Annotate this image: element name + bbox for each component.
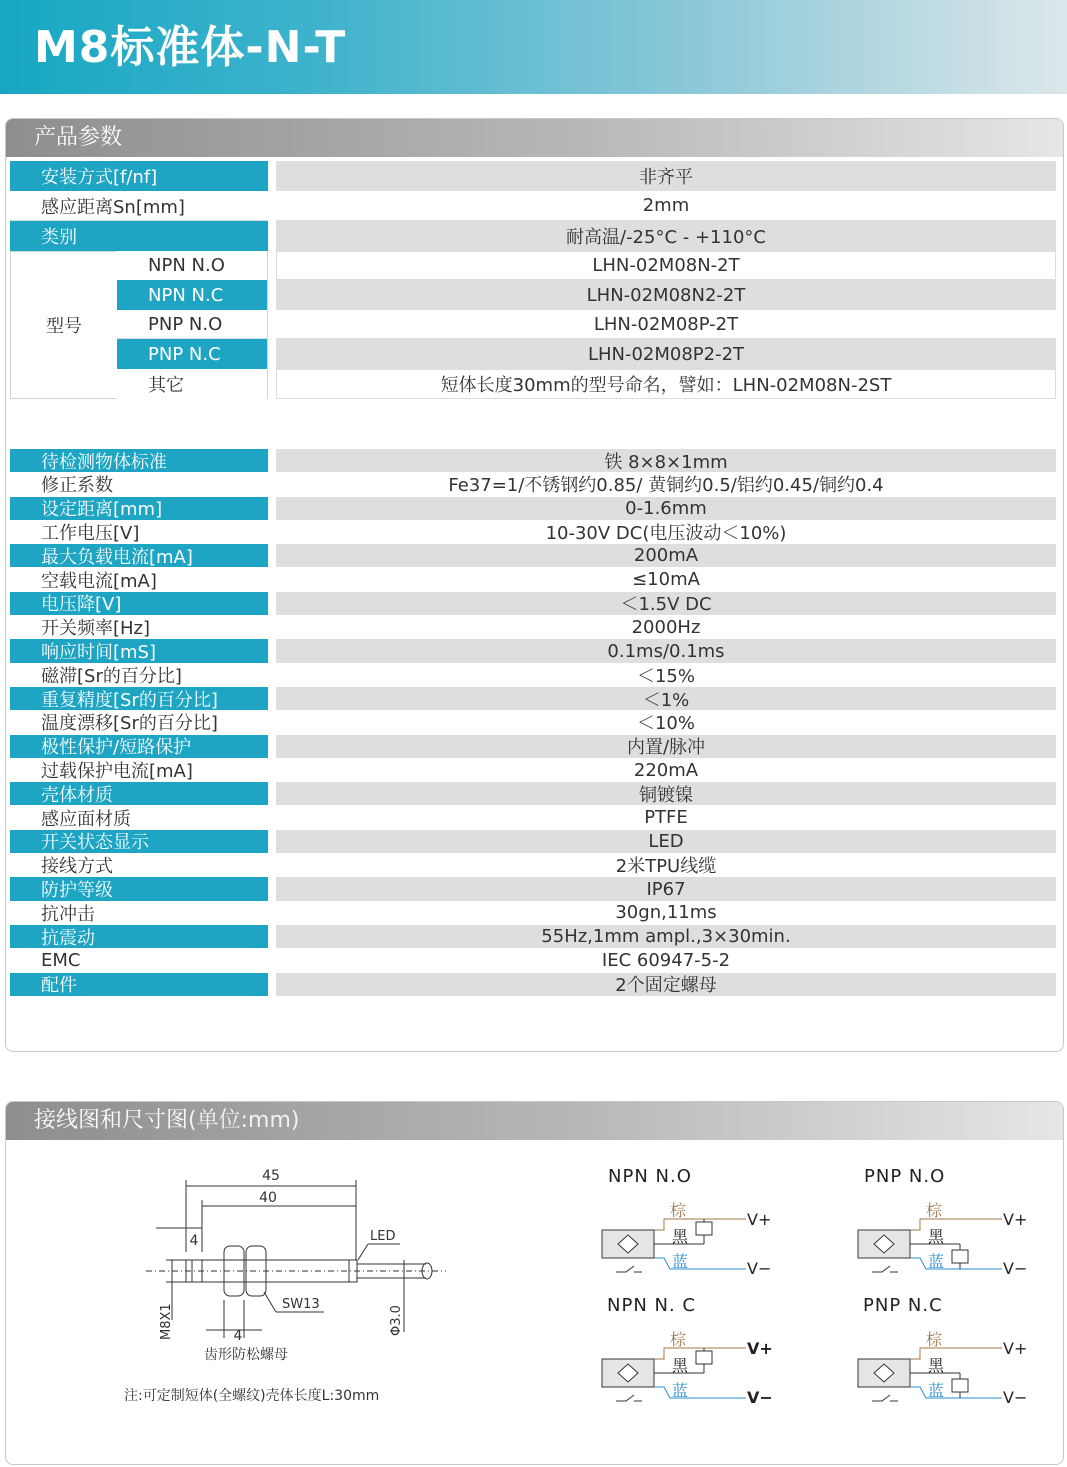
- spec-value: 2米TPU线缆: [276, 854, 1056, 877]
- black-label: 黑: [672, 1356, 689, 1375]
- dim-4-bottom-label: 4: [233, 1328, 243, 1344]
- vminus-label: V−: [1003, 1259, 1028, 1278]
- spec-value: 2000Hz: [276, 616, 1056, 639]
- spec-label: 过载保护电流[mA]: [10, 758, 268, 781]
- spec-row: [10, 973, 1056, 996]
- spec-label: EMC: [10, 949, 268, 972]
- spec-row: [10, 497, 1056, 520]
- spec-value: PTFE: [276, 806, 1056, 829]
- spec-value: 铁 8×8×1mm: [276, 449, 1056, 472]
- wiring-heading-title: 接线图和尺寸图: [34, 1108, 189, 1133]
- wiring-header: [6, 1102, 1063, 1140]
- black-label: 黑: [928, 1356, 945, 1375]
- row-label: 感应距离Sn[mm]: [10, 191, 268, 221]
- brown-label: 棕: [670, 1201, 687, 1220]
- spec-label: 空载电流[mA]: [10, 568, 268, 591]
- spec-label: 壳体材质: [10, 782, 268, 805]
- model-row: [10, 339, 1056, 369]
- vminus-label: V−: [747, 1259, 772, 1278]
- row-label: 类别: [10, 221, 268, 251]
- spec-label: 开关频率[Hz]: [10, 616, 268, 639]
- spec-value: IP67: [276, 877, 1056, 900]
- spec-label: 温度漂移[Sr的百分比]: [10, 711, 268, 734]
- spec-label: 磁滞[Sr的百分比]: [10, 663, 268, 686]
- params-panel: [5, 118, 1064, 1052]
- row-value: 2mm: [276, 191, 1056, 221]
- vplus-label: V+: [747, 1339, 773, 1358]
- model-type: 其它: [117, 369, 267, 399]
- spec-row: [10, 616, 1056, 639]
- brown-label: 棕: [926, 1330, 943, 1349]
- brown-label: 棕: [670, 1330, 687, 1349]
- black-label: 黑: [928, 1227, 945, 1246]
- model-value: LHN-02M08N-2T: [276, 251, 1056, 280]
- spec-label: 设定距离[mm]: [10, 497, 268, 520]
- spec-row: [10, 568, 1056, 591]
- model-type: PNP N.O: [117, 310, 267, 339]
- switch-symbol: [872, 1395, 898, 1401]
- npn-no-title: NPN N.O: [608, 1166, 692, 1187]
- row-value: 耐高温/-25°C - +110°C: [276, 221, 1056, 251]
- vplus-label: V+: [1003, 1339, 1028, 1358]
- black-label: 黑: [672, 1227, 689, 1246]
- spec-row: [10, 473, 1056, 496]
- spec-label: 最大负载电流[mA]: [10, 544, 268, 567]
- brown-wire: [910, 1219, 1002, 1230]
- load-resistor: [696, 1351, 712, 1364]
- page-title: M8标准体-N-T: [34, 22, 347, 73]
- params-header: [6, 119, 1063, 157]
- spec-label: 响应时间[mS]: [10, 639, 268, 662]
- brown-label: 棕: [926, 1201, 943, 1220]
- spec-row: [10, 520, 1056, 543]
- blue-label: 蓝: [672, 1252, 689, 1271]
- params-heading: 产品参数: [34, 125, 123, 150]
- custom-note: 注:可定制短体(全螺纹)壳体长度L:30mm: [124, 1388, 380, 1404]
- spec-row: [10, 949, 1056, 972]
- thread-label: M8X1: [159, 1303, 174, 1340]
- spec-value: 0-1.6mm: [276, 497, 1056, 520]
- spec-row: [10, 806, 1056, 829]
- blue-wire: [654, 1258, 746, 1269]
- spec-value: 55Hz,1mm ampl.,3×30min.: [276, 925, 1056, 948]
- spec-row: [10, 639, 1056, 662]
- spec-value: IEC 60947-5-2: [276, 949, 1056, 972]
- spec-row: [10, 663, 1056, 686]
- model-row: [10, 310, 1056, 339]
- model-row: [10, 280, 1056, 310]
- spec-label: 重复精度[Sr的百分比]: [10, 687, 268, 710]
- spec-value: ＜1%: [276, 687, 1056, 710]
- load-resistor: [952, 1250, 968, 1263]
- sw-label: SW13: [282, 1297, 320, 1312]
- switch-symbol: [616, 1395, 642, 1401]
- led-label: LED: [370, 1229, 396, 1244]
- spec-value: 铜镀镍: [276, 782, 1056, 805]
- spec-value: ＜10%: [276, 711, 1056, 734]
- spec-row: [10, 711, 1056, 734]
- spec-value: 200mA: [276, 544, 1056, 567]
- wiring-heading: [34, 1105, 299, 1137]
- spec-value: 内置/脉冲: [276, 735, 1056, 758]
- spec-value: 220mA: [276, 758, 1056, 781]
- model-value: 短体长度30mm的型号命名，譬如：LHN-02M08N-2ST: [276, 369, 1056, 399]
- model-type: NPN N.C: [117, 280, 267, 310]
- table-row: [10, 191, 1056, 221]
- spec-label: 极性保护/短路保护: [10, 735, 268, 758]
- spec-label: 修正系数: [10, 473, 268, 496]
- switch-symbol: [616, 1266, 642, 1272]
- spec-label: 抗震动: [10, 925, 268, 948]
- spec-label: 感应面材质: [10, 806, 268, 829]
- model-label: 型号: [46, 316, 82, 337]
- vminus-label: V−: [1003, 1388, 1028, 1407]
- spec-value: ≤10mA: [276, 568, 1056, 591]
- spec-value: LED: [276, 830, 1056, 853]
- spec-table: [6, 449, 1064, 997]
- blue-label: 蓝: [928, 1381, 945, 1400]
- switch-symbol: [872, 1266, 898, 1272]
- spec-value: 30gn,11ms: [276, 901, 1056, 924]
- brown-wire: [910, 1348, 1002, 1359]
- vplus-label: V+: [747, 1210, 772, 1229]
- dim-45-label: 45: [262, 1168, 280, 1184]
- spec-row: [10, 925, 1056, 948]
- pnp-no-title: PNP N.O: [864, 1166, 946, 1187]
- spec-label: 接线方式: [10, 854, 268, 877]
- load-resistor: [952, 1379, 968, 1392]
- vminus-label: V−: [747, 1388, 773, 1407]
- spec-label: 电压降[V]: [10, 592, 268, 615]
- spec-row: [10, 854, 1056, 877]
- spec-row: [10, 592, 1056, 615]
- load-resistor: [696, 1222, 712, 1235]
- spec-value: 0.1ms/0.1ms: [276, 639, 1056, 662]
- spec-label: 开关状态显示: [10, 830, 268, 853]
- spec-label: 抗冲击: [10, 901, 268, 924]
- wiring-panel: [5, 1101, 1064, 1465]
- blue-label: 蓝: [672, 1381, 689, 1400]
- spec-row: [10, 449, 1056, 472]
- spec-row: [10, 544, 1056, 567]
- spec-row: [10, 830, 1056, 853]
- row-value: 非齐平: [276, 161, 1056, 191]
- spec-row: [10, 735, 1056, 758]
- model-value: LHN-02M08P2-2T: [276, 339, 1056, 369]
- model-value: LHN-02M08P-2T: [276, 310, 1056, 339]
- spec-value: ＜1.5V DC: [276, 592, 1056, 615]
- spec-value: 2个固定螺母: [276, 973, 1056, 996]
- npn-nc-title: NPN N. C: [607, 1295, 696, 1316]
- cable-label: Φ3.0: [389, 1305, 404, 1336]
- wiring-diagrams: [586, 1192, 1046, 1412]
- top-table: [6, 159, 1064, 399]
- blue-label: 蓝: [928, 1252, 945, 1271]
- blue-wire: [654, 1387, 746, 1398]
- vplus-label: V+: [1003, 1210, 1028, 1229]
- spec-label: 工作电压[V]: [10, 520, 268, 543]
- table-row: [10, 221, 1056, 251]
- spec-row: [10, 687, 1056, 710]
- spec-value: Fe37=1/不锈钢约0.85/ 黄铜约0.5/铝约0.45/铜约0.4: [276, 473, 1056, 496]
- nut-caption: 齿形防松螺母: [204, 1347, 288, 1363]
- spec-row: [10, 901, 1056, 924]
- dim-40-label: 40: [259, 1190, 277, 1206]
- spec-value: ＜15%: [276, 663, 1056, 686]
- spec-row: [10, 758, 1056, 781]
- model-value: LHN-02M08N2-2T: [276, 280, 1056, 310]
- model-row: [10, 251, 1056, 280]
- spec-label: 待检测物体标准: [10, 449, 268, 472]
- dim-4-top-label: 4: [189, 1233, 199, 1249]
- model-type: PNP N.C: [117, 339, 267, 369]
- model-row: [10, 369, 1056, 399]
- dimension-drawing: [6, 1142, 476, 1412]
- spec-row: [10, 782, 1056, 805]
- spec-row: [10, 877, 1056, 900]
- table-row: [10, 161, 1056, 191]
- title-banner: [0, 0, 1067, 94]
- model-type: NPN N.O: [117, 251, 267, 280]
- pnp-nc-title: PNP N.C: [863, 1295, 943, 1316]
- spec-label: 配件: [10, 973, 268, 996]
- wiring-heading-unit: (单位:mm): [188, 1108, 300, 1133]
- row-label: 安装方式[f/nf]: [10, 161, 268, 191]
- spec-label: 防护等级: [10, 877, 268, 900]
- spec-value: 10-30V DC(电压波动＜10%): [276, 520, 1056, 543]
